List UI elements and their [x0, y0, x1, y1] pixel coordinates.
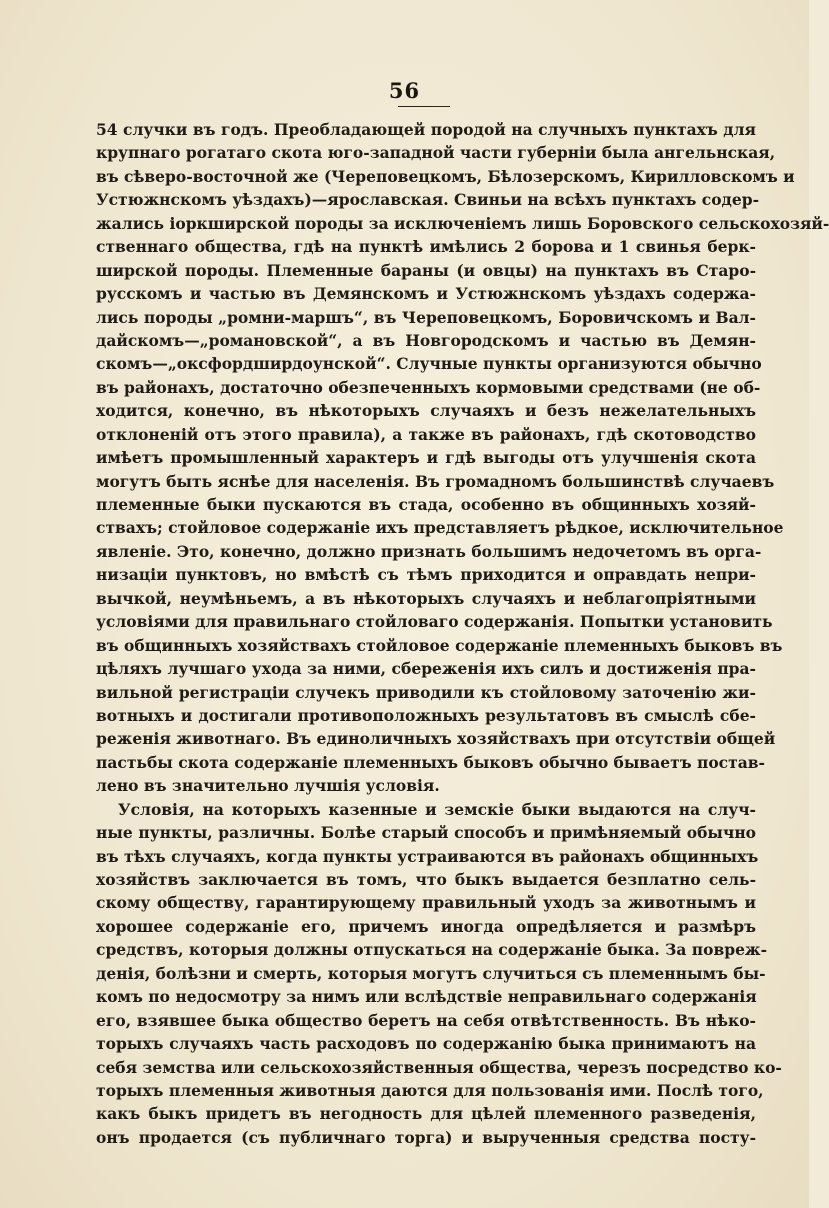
text-line: средствъ, которыя должны отпускаться на содержаніе быка. За повреж-	[96, 940, 768, 960]
text-line: хозяйствъ заключается въ томъ, что быкъ выдается безплатно сель-	[96, 870, 756, 889]
text-line: низаціи пунктовъ, но вмѣстѣ съ тѣмъ приходится и оправдать непри-	[96, 565, 756, 585]
text-line: 54 случки въ годъ. Преобладающей породой на случныхъ пунктахъ для	[96, 120, 756, 139]
text-line: торыхъ случаяхъ часть расходовъ по содержанію быка принимаютъ на	[96, 1034, 756, 1054]
text-line: цѣляхъ лучшаго ухода за ними, сбереженія ихъ силъ и достиженія пра-	[96, 659, 756, 679]
text-line: ственнаго общества, гдѣ на пунктѣ имѣлись 2 борова и 1 свинья берк-	[96, 237, 756, 257]
text-line: крупнаго рогатаго скота юго-западной части губерніи была ангельнская,	[96, 143, 776, 163]
text-line: вотныхъ и достигали противоположныхъ результатовъ въ смыслѣ сбе-	[96, 705, 756, 725]
text-line: ходится, конечно, въ нѣкоторыхъ случаяхъ и безъ нежелательныхъ	[96, 401, 756, 421]
text-line: отклоненій отъ этого правила), а также въ районахъ, гдѣ скотоводство	[96, 424, 756, 444]
text-line: его, взявшее быка общество беретъ на себя отвѣтственность. Въ нѣко-	[96, 1010, 756, 1030]
paragraph-first-line: Условія, на которыхъ казенные и земскіе быки выдаются на случ-	[118, 799, 756, 819]
text-line: племенные быки пускаются въ стада, особенно въ общинныхъ хозяй-	[96, 495, 756, 514]
text-line: Устюжнскомъ уѣздахъ)—ярославская. Свиньи на всѣхъ пунктахъ содер-	[96, 190, 760, 210]
body-text	[96, 118, 829, 1149]
text-line: какъ быкъ придетъ въ негодность для цѣлей племенного разведенія,	[96, 1104, 756, 1124]
text-line: комъ по недосмотру за нимъ или вслѣдствіе неправильнаго содержанія	[96, 987, 757, 1007]
text-line: въ районахъ, достаточно обезпеченныхъ кормовыми средствами (не об-	[96, 377, 761, 397]
page-number: 56	[388, 78, 421, 103]
text-line: хорошее содержаніе его, причемъ иногда опредѣляется и размѣръ	[96, 916, 756, 936]
page-number-rule	[398, 106, 450, 107]
text-line: реженія животнаго. Въ единоличныхъ хозяйствахъ при отсутствіи общей	[96, 729, 776, 749]
text-line: жались іоркширской породы за исключеніемъ лишь Боровского сельскохозяй-	[96, 213, 829, 233]
text-line: вычкой, неумѣньемъ, а въ нѣкоторыхъ случаяхъ и неблагопріятными	[96, 588, 756, 608]
text-line: въ тѣхъ случаяхъ, когда пункты устраиваются въ районахъ общинныхъ	[96, 846, 759, 866]
text-line: скому обществу, гарантирующему правильный уходъ за животнымъ и	[96, 893, 756, 913]
text-line: торыхъ племенныя животныя даются для пользованія ими. Послѣ того,	[96, 1080, 764, 1100]
text-line: въ общинныхъ хозяйствахъ стойловое содержаніе племенныхъ быковъ въ	[96, 635, 783, 655]
text-line: вильной регистраціи случекъ приводили къ стойловому заточенію жи-	[96, 682, 756, 702]
text-line: условіями для правильнаго стойловаго содержанія. Попытки установить	[96, 612, 773, 632]
text-line: онъ продается (съ публичнаго торга) и вырученныя средства посту-	[96, 1127, 756, 1147]
text-line: имѣетъ промышленный характеръ и гдѣ выгоды отъ улучшенія скота	[96, 448, 756, 468]
text-line: лись породы „ромни-маршъ“, въ Череповецкомъ, Боровичскомъ и Вал-	[96, 307, 756, 327]
paragraph-last-line: лено въ значительно лучшія условія.	[96, 776, 440, 796]
text-line: ширской породы. Племенные бараны (и овцы) на пунктахъ въ Старо-	[96, 260, 756, 280]
text-line: дайскомъ—„романовской“, а въ Новгородскомъ и частью въ Демян-	[96, 330, 756, 350]
text-line: ные пункты, различны. Болѣе старый способъ и примѣняемый обычно	[96, 823, 756, 843]
text-line: въ сѣверо-восточной же (Череповецкомъ, Бѣлозерскомъ, Кирилловскомъ и	[96, 166, 795, 186]
text-line: ствахъ; стойловое содержаніе ихъ представляетъ рѣдкое, исключительное	[96, 518, 784, 538]
text-line: скомъ—„оксфордширдоунской“. Случные пункты организуются обычно	[96, 354, 762, 374]
text-line: могутъ быть яснѣе для населенія. Въ громадномъ большинствѣ случаевъ	[96, 471, 775, 491]
text-line: русскомъ и частью въ Демянскомъ и Устюжнскомъ уѣздахъ содержа-	[96, 284, 756, 304]
text-line: явленіе. Это, конечно, должно признать большимъ недочетомъ въ орга-	[96, 541, 762, 561]
text-line: себя земства или сельскохозяйственныя общества, черезъ посредство ко-	[96, 1057, 782, 1077]
text-line: пастьбы скота содержаніе племенныхъ быковъ обычно бываетъ постав-	[96, 752, 765, 772]
text-line: денія, болѣзни и смерть, которыя могутъ случиться съ племеннымъ бы-	[96, 963, 766, 983]
